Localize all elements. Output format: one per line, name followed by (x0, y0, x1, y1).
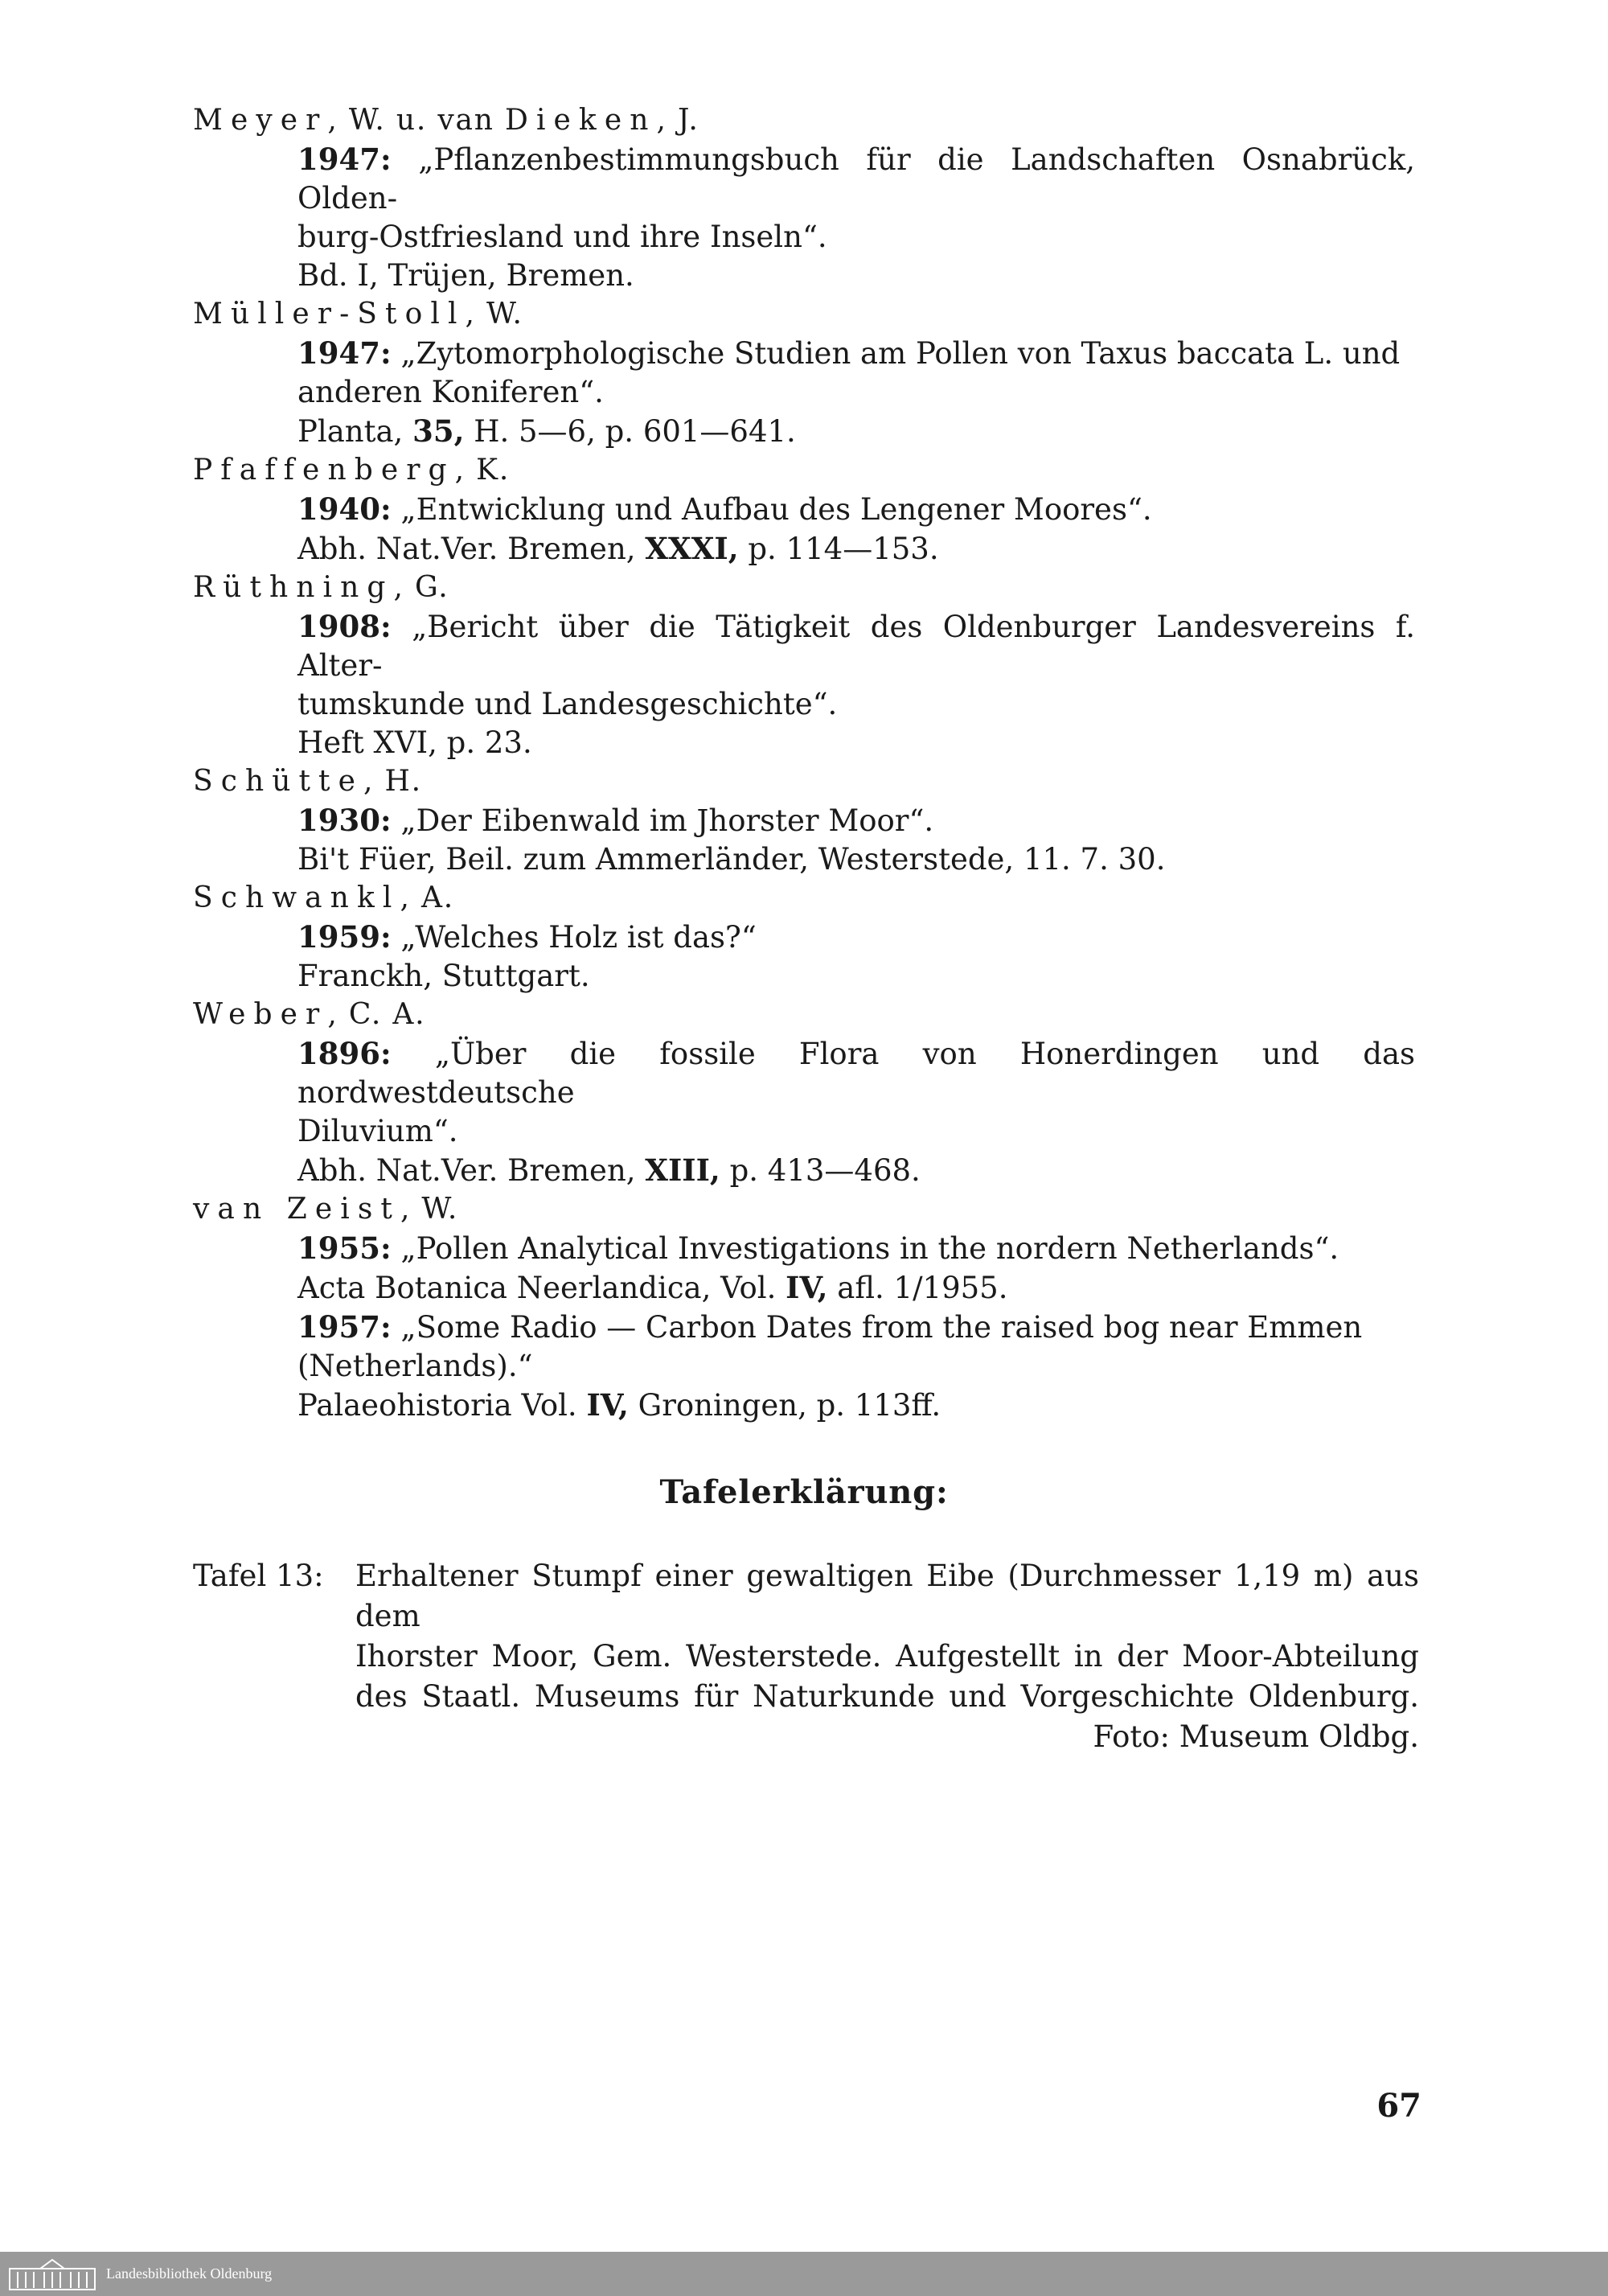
entry-year: 1896: (297, 1036, 392, 1071)
author-initial: , G. (393, 571, 449, 604)
library-footer-bar (0, 2252, 1608, 2296)
entry-title-line (297, 1308, 1415, 1347)
entry-title-line: Diluvium“. (297, 1114, 458, 1148)
bib-entry-mueller-stoll (193, 295, 1415, 451)
title-text: „Über die fossile Flora von Honerdingen und das nordwestdeutsche (297, 1037, 1415, 1110)
entry-source (297, 529, 1415, 569)
entry-year: 1955: (297, 1230, 392, 1266)
source-text: Acta Botanica Neerlandica, Vol. (297, 1271, 786, 1305)
entry-source: Franckh, Stuttgart. (297, 959, 590, 993)
volume-number: IV, (786, 1270, 828, 1305)
author-name: Müller-Stoll (193, 298, 466, 331)
bib-entry-ruethning (193, 569, 1415, 762)
author-name: Rüthning (193, 571, 394, 604)
source-text: p. 413—468. (720, 1153, 921, 1188)
source-text: Planta, (297, 414, 413, 449)
entry-title-line: anderen Koniferen“. (297, 375, 604, 409)
title-text: „Pflanzenbestimmungsbuch für die Landschaften Osnabrück, Olden- (297, 142, 1415, 216)
author-name: Dieken (505, 104, 657, 137)
entry-title-line (297, 1034, 1415, 1112)
title-text: „Pollen Analytical Investigations in the nordern Netherlands“. (400, 1231, 1339, 1266)
title-text: „Some Radio — Carbon Dates from the raised bog near Emmen (400, 1310, 1363, 1345)
entry-title-line (297, 1229, 1415, 1268)
source-text: Groningen, p. 113ff. (628, 1388, 941, 1423)
entry-author (193, 101, 1415, 140)
title-text: „Bericht über die Tätigkeit des Oldenburger Landesvereins f. Alter- (297, 610, 1415, 683)
entry-year: 1908: (297, 609, 392, 644)
plates-heading: Tafelerklärung: (659, 1473, 949, 1511)
author-name: Pfaffenberg (193, 454, 455, 487)
author-name: van Zeist (193, 1193, 400, 1226)
entry-title-line (297, 490, 1415, 529)
library-building-icon (8, 2257, 96, 2291)
bib-entry-pfaffenberg (193, 451, 1415, 569)
source-text: afl. 1/1955. (827, 1271, 1008, 1305)
source-text: Abh. Nat.Ver. Bremen, (297, 532, 646, 566)
author-initial: , H. (363, 765, 422, 798)
entry-author (193, 295, 1415, 334)
author-initial: , W. (465, 298, 523, 331)
bib-entry-schwankl (193, 879, 1415, 996)
entry-title-line (297, 334, 1415, 373)
plate-line: Erhaltener Stumpf einer gewaltigen Eibe (Durchmesser 1,19 m) aus dem (355, 1559, 1419, 1633)
bib-entry-meyer (193, 101, 1415, 295)
entry-year: 1940: (297, 491, 392, 527)
title-text: „Entwicklung und Aufbau des Lengener Moores“. (400, 492, 1152, 527)
entry-year: 1930: (297, 803, 392, 838)
author-initial: , W. (400, 1193, 459, 1226)
author-initial: , A. (400, 881, 454, 914)
source-text: p. 114—153. (738, 532, 939, 566)
entry-author (193, 451, 1415, 490)
entry-source: Bi't Füer, Beil. zum Ammerländer, Westerstede, 11. 7. 30. (297, 842, 1166, 877)
entry-author (193, 996, 1415, 1034)
entry-title-line: burg-Ostfriesland und ihre Inseln“. (297, 220, 827, 254)
plate-description (355, 1556, 1419, 1757)
plate-caption (193, 1556, 1419, 1757)
source-text: Abh. Nat.Ver. Bremen, (297, 1153, 646, 1188)
plate-label: Tafel 13: (193, 1559, 324, 1593)
entry-year: 1947: (297, 142, 392, 177)
title-text: „Zytomorphologische Studien am Pollen von Taxus baccata L. und (400, 336, 1401, 371)
entry-source (297, 1151, 1415, 1190)
entry-author (193, 879, 1415, 918)
author-connector: , W. u. van (327, 104, 506, 137)
photo-credit: Foto: Museum Oldbg. (1093, 1719, 1419, 1754)
title-text: „Der Eibenwald im Jhorster Moor“. (400, 803, 934, 838)
author-name: Weber (193, 998, 328, 1031)
entry-source (297, 1268, 1415, 1308)
source-text: H. 5—6, p. 601—641. (464, 414, 796, 449)
entry-author (193, 569, 1415, 607)
entry-title-line: tumskunde und Landesgeschichte“. (297, 687, 838, 721)
bibliography-list (193, 101, 1415, 1425)
volume-number: 35, (412, 413, 465, 449)
bib-entry-schuette (193, 762, 1415, 879)
entry-title-line: (Netherlands).“ (297, 1349, 533, 1383)
entry-title-line (297, 801, 1415, 840)
author-name: Schwankl (193, 881, 400, 914)
entry-author (193, 762, 1415, 801)
footer-text: Landesbibliothek Oldenburg (106, 2265, 273, 2282)
entry-source (297, 1386, 1415, 1425)
entry-year: 1959: (297, 919, 392, 955)
entry-title-line (297, 918, 1415, 957)
entry-year: 1947: (297, 335, 392, 371)
author-initial: , J. (656, 104, 699, 137)
entry-year: 1957: (297, 1309, 392, 1345)
plate-line: Ihorster Moor, Gem. Westerstede. Aufgestellt in der Moor-Abteilung (355, 1639, 1419, 1674)
entry-source: Bd. I, Trüjen, Bremen. (297, 258, 634, 293)
title-text: „Welches Holz ist das?“ (400, 920, 757, 955)
volume-number: XIII, (645, 1152, 720, 1188)
entry-source: Heft XVI, p. 23. (297, 725, 532, 760)
bib-entry-van-zeist (193, 1190, 1415, 1425)
author-initial: , K. (454, 454, 511, 487)
source-text: Palaeohistoria Vol. (297, 1388, 587, 1423)
author-initial: , C. A. (327, 998, 426, 1031)
entry-title-line (297, 140, 1415, 218)
plate-line: des Staatl. Museums für Naturkunde und Vorgeschichte Oldenburg. (355, 1679, 1419, 1714)
entry-author (193, 1190, 1415, 1229)
volume-number: IV, (586, 1387, 629, 1423)
author-name: Schütte (193, 765, 363, 798)
bib-entry-weber (193, 996, 1415, 1190)
page-number: 67 (1376, 2087, 1421, 2125)
entry-source (297, 412, 1415, 451)
author-name: Meyer (193, 104, 328, 137)
volume-number: XXXI, (645, 531, 739, 566)
entry-title-line (297, 607, 1415, 685)
